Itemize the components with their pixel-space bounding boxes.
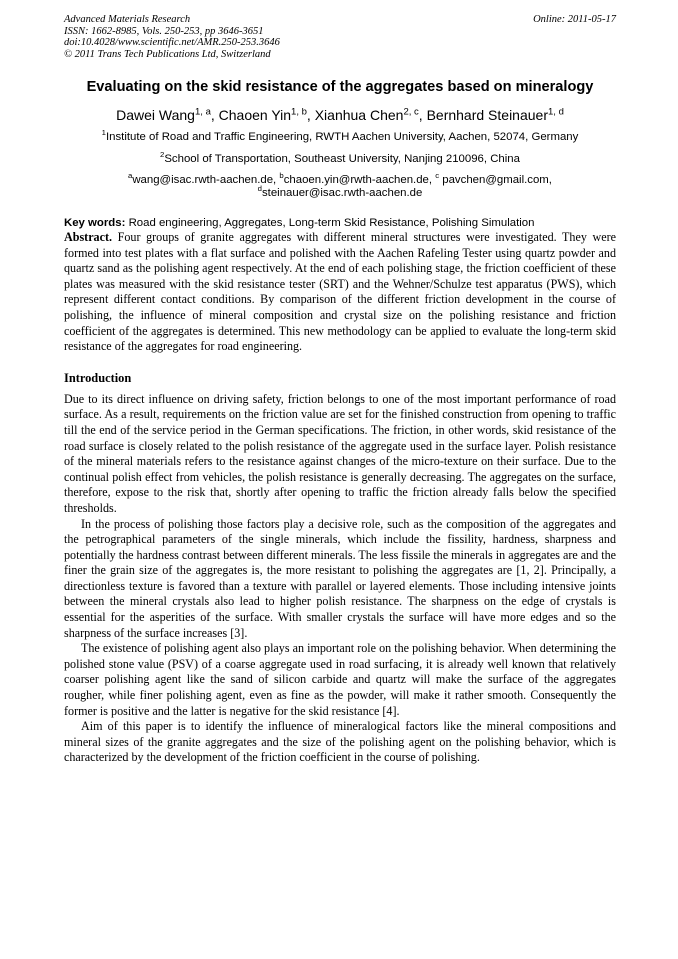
author-3: Xianhua Chen$^{2, c}$, bbox=[314, 106, 427, 123]
online-date: Online: 2011-05-17 bbox=[533, 14, 616, 25]
author-2: Chaoen Yin$^{1, b}$, bbox=[218, 106, 315, 123]
abstract bbox=[64, 230, 616, 355]
paper-page bbox=[64, 14, 616, 766]
doi-line: doi:10.4028/www.scientific.net/AMR.250-253.3646 bbox=[64, 37, 280, 48]
journal-header bbox=[64, 14, 616, 60]
keywords bbox=[64, 216, 616, 230]
email-link[interactable]: wang@isac.rwth-aachen.de, bbox=[132, 174, 280, 186]
abstract-label: Abstract. bbox=[64, 230, 113, 244]
keywords-text: Road engineering, Aggregates, Long-term Skid Resistance, Polishing Simulation bbox=[125, 217, 535, 229]
section-heading-introduction: Introduction bbox=[64, 370, 132, 385]
intro-paragraph-4: Aim of this paper is to identify the influence of mineralogical factors like the mineral compositions and mineral sizes of the granite aggregates and the size of the polishing agent on the polishing behavior, which is characterized by the development of the friction coefficient in the course of polishing. bbox=[64, 719, 616, 765]
author-4: Bernhard Steinauer$^{1, d}$ bbox=[426, 106, 564, 123]
author-1: Dawei Wang$^{1, a}$, bbox=[116, 106, 219, 123]
author-list bbox=[64, 106, 616, 124]
affiliation-1: $^1$Institute of Road and Traffic Engineering, RWTH Aachen University, Aachen, 52074, Germany bbox=[101, 128, 579, 143]
copyright-line: © 2011 Trans Tech Publications Ltd, Switzerland bbox=[64, 48, 271, 60]
intro-paragraph-1: Due to its direct influence on driving safety, friction belongs to one of the most important performance of road surface. As a result, requirements on the friction value are set for the finished construction from opening to traffic till the end of the service period in the German specifications. The friction, in other words, skid resistance of the road surface is closely related to the polish resistance of the aggregate used in the surface layer. Polish resistance of the mineral materials refers to the resistance against changes of the micro-texture on their surface. Due to the continual polish effect from vehicles, the polish resistance is generally decreasing. The aggregates on the surface, therefore, expose to the risk that, shortly after opening to traffic the friction already falls below the specified thresholds. bbox=[64, 391, 616, 515]
abstract-text: Four groups of granite aggregates with different mineral structures were investigated. They were formed into test plates with a flat surface and polished with the Aachen Rafeling Tester using quartz powder and quartz sand as the polishing agent respectively. At the end of each polishing stage, the friction coefficient of these plates was measured with the skid resistance tester (SRT) and the Wehner/Schulze test apparatus (PWS), which represent different contact conditions. By comparison of the different friction development in the course of polishing, the influence of mineral composition and crystal size on the polishing resistance and friction coefficient of the aggregates is determined. This new methodology can be applied to evaluate the long-term skid resistance of the aggregates for road engineering. bbox=[64, 230, 616, 354]
affiliation-2: $^2$School of Transportation, Southeast University, Nanjing 210096, China bbox=[160, 150, 520, 165]
intro-paragraph-2: In the process of polishing those factors play a decisive role, such as the composition of the aggregates and the petrographical parameters of the single minerals, which include the fissility, hardness, sharpness and potentially the hardness contrast between different minerals. The less fissile the minerals in aggregates are and the finer the grain size of the aggregates is, the more resistant to polishing the aggregates are [1, 2]. Principally, a directionless texture is favored than a texture with parallel or layered elements. Those including intensive joints between the mineral crystals also lead to higher polish resistance. The sharpness on the edge of crystals is essential for the asperities of the surface. With smaller crystals the surface will have more edges and so the sharpness of the surface increases [3]. bbox=[64, 516, 616, 640]
journal-name: Advanced Materials Research bbox=[64, 14, 191, 25]
paper-title: Evaluating on the skid resistance of the aggregates based on mineralogy bbox=[86, 79, 594, 95]
email-link[interactable]: steinauer@isac.rwth-aachen.de bbox=[261, 187, 423, 199]
email-link[interactable]: pavchen@gmail.com, bbox=[439, 174, 552, 186]
keywords-label: Key words: bbox=[64, 217, 126, 229]
author-emails: $^a$wang@isac.rwth-aachen.de, $^b$chaoen.yin@rwth-aachen.de, $^c$ pavchen@gmail.com, $^d$steinauer@isac.rwth-aachen.de bbox=[128, 171, 552, 199]
email-link[interactable]: chaoen.yin@rwth-aachen.de, bbox=[283, 174, 436, 186]
intro-paragraph-3: The existence of polishing agent also plays an important role on the polishing behavior. When determining the polished stone value (PSV) of a coarse aggregate used in road surfacing, it is already well known that relatively coarser polishing agent like the sand of silicon carbide and quartz will make the surface of the aggregates rougher, while finer polishing agent, even as fine as the powder, will make it rather smooth. Consequently the former is positive and the latter is negative for the skid resistance [4]. bbox=[64, 641, 616, 718]
issn-line: ISSN: 1662-8985, Vols. 250-253, pp 3646-3651 bbox=[64, 25, 264, 37]
